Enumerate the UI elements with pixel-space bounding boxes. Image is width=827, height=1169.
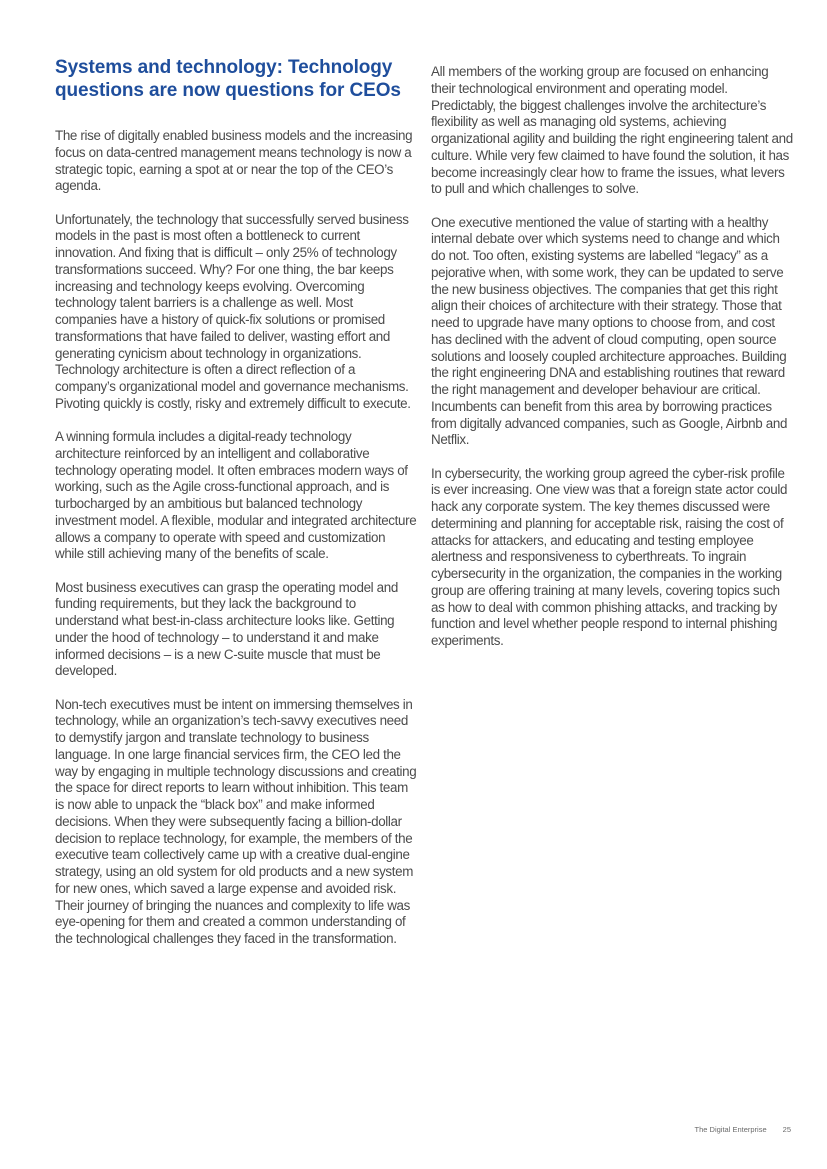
section-heading: Systems and technology: Technology questions are now questions for CEOs [55,57,401,101]
body-paragraph: A winning formula includes a digital-ready technology architecture reinforced by an intelligent and collaborative technology operating model. It often embraces modern ways of working, such as the Agile cross-functional approach, and is turbocharged by an ambitious but balanced technology investment model. A flexible, modular and integrated architecture allows a company to operate with speed and customization while still achieving many of the benefits of scale. [55,429,417,562]
page-footer [695,1125,791,1134]
right-column [431,64,795,666]
page-number: 25 [782,1125,791,1134]
body-paragraph: Most business executives can grasp the operating model and funding requirements, but they lack the background to understand what best-in-class architecture looks like. Getting under the hood of technology – to understand it and make informed decisions – is a new C-suite muscle that must be developed. [55,579,398,679]
body-paragraph: All members of the working group are focused on enhancing their technological environment and operating model. Predictably, the biggest challenges involve the architecture’s flexibility as well as managing old systems, achieving organizational agility and building the right engineering talent and culture. While very few claimed to have found the solution, it has become increasingly clear how to frame the issues, what levers to pull and which challenges to solve. [431,64,793,197]
body-paragraph: The rise of digitally enabled business models and the increasing focus on data-centred management means technology is now a strategic topic, earning a spot at or near the top of the CEO’s agenda. [55,128,413,194]
body-paragraph: One executive mentioned the value of starting with a healthy internal debate over which systems need to change and which do not. Too often, existing systems are labelled “legacy” as a pejorative when, with some work, they can be updated to serve the new business objectives. The companies that get this right align their choices of architecture with their strategy. Those that need to upgrade have many options to choose from, and cost has declined with the advent of cloud computing, open source solutions and loosely coupled architecture approaches. Building the right engineering DNA and establishing routines that reward the right management and developer behaviour are critical. Incumbents can benefit from this area by borrowing practices from digitally advanced companies, such as Google, Airbnb and Netflix. [431,214,788,448]
left-column [55,56,417,964]
body-paragraph: Unfortunately, the technology that successfully served business models in the past is most often a bottleneck to current innovation. And fixing that is difficult – only 25% of technology transformations succeed. Why? For one thing, the bar keeps increasing and technology keeps evolving. Overcoming technology talent barriers is a challenge as well. Most companies have a history of quick-fix solutions or promised transformations that have failed to deliver, wasting effort and generating cynicism about technology in organizations. Technology architecture is often a direct reflection of a company’s organizational model and governance mechanisms. Pivoting quickly is costly, risky and extremely difficult to execute. [55,211,411,411]
body-paragraph: Non-tech executives must be intent on immersing themselves in technology, while an organization’s tech-savvy executives need to demystify jargon and translate technology to business language. In one large financial services firm, the CEO led the way by engaging in multiple technology discussions and creating the space for direct reports to learn without inhibition. This team is now able to unpack the “black box” and make informed decisions. When they were subsequently facing a billion-dollar decision to replace technology, for example, the members of the executive team collectively came up with a creative dual-engine strategy, using an old system for old products and a new system for new ones, which saved a large expense and avoided risk. Their journey of bringing the nuances and complexity to life was eye-opening for them and created a common understanding of the technological challenges they faced in the transformation. [55,696,417,946]
footer-title: The Digital Enterprise [694,1125,767,1134]
body-paragraph: In cybersecurity, the working group agreed the cyber-risk profile is ever increasing. One view was that a foreign state actor could hack any corporate system. The key themes discussed were determining and planning for acceptable risk, raising the cost of attacks for attackers, and educating and testing employee alertness and responsiveness to cyberthreats. To ingrain cybersecurity in the organization, the companies in the working group are offering training at many levels, covering topics such as how to deal with common phishing attacks, and tracking by function and level whether people respond to internal phishing experiments. [431,465,788,648]
